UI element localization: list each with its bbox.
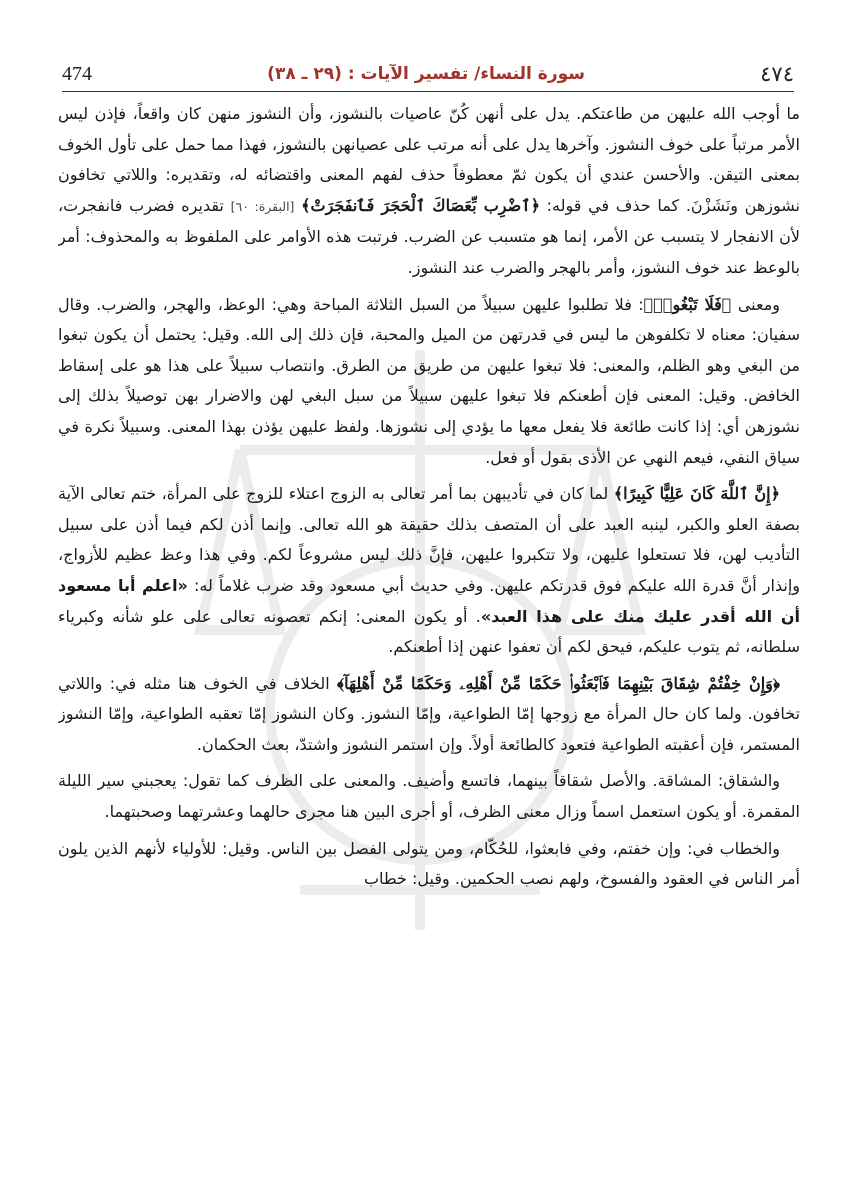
quran-verse: ﴿وَإِنْ خِفْتُمْ شِقَاقَ بَيْنِهِمَا فَٱبْعَثُوا۟ حَكَمًا مِّنْ أَهْلِهِۦ وَحَكَمًا مِّنْ أَهْلِهَآ﴾ — [337, 673, 780, 693]
verse-reference: [البقرة: ٦٠] — [230, 198, 295, 214]
paragraph-text: ما أوجب الله عليهن من طاعتكم. يدل على أنهن كُنّ عاصيات بالنشوز، وأن النشوز منهن كان واقعاً، فإذن ليس الأمر مرتباً على خوف النشوز. وآخرها يدل على أنه مرتب على عصيانهن بالنشوز، فهذا مما حمل على تأول الخوف بمعنى التيقن. والأحسن عندي أن يكون ثمّ معطوفاً حذف لفهم المعنى واقتضائه له، وتقديره: واللاتي تخافون نشوزهن ونَشَزْنَ. كما حذف في قوله: — [58, 104, 800, 215]
paragraph-text: والخطاب في: وإن خفتم، وفي فابعثوا، للحُكّام، ومن يتولى الفصل بين الناس. وقيل: للأولياء لأنهم الذين يلون أمر الناس في العقود والفسوخ، ولهم نصب الحكمين. وقيل: خطاب — [58, 838, 800, 889]
page-body — [58, 99, 800, 1170]
running-title: سورة النساء/ تفسير الآيات : (٢٩ ـ ٣٨) — [267, 64, 585, 84]
paragraph-text: تقديره فضرب فانفجرت، لأن الانفجار لا يتسبب عن الأمر، إنما هو متسبب عن الضرب. فرتبت هذه الأوامر على الملفوظ به والمحذوف: أمر بالوعظ عند خوف النشوز، وأمر بالهجر والضرب عند النشوز. — [58, 195, 800, 277]
paragraph-text: : فلا تطلبوا عليهن سبيلاً من السبل الثلاثة المباحة وهي: الوعظ، والهجر، والضرب. وقال سفيان: معناه لا تكلفوهن ما ليس في قدرتهن من الميل والمحبة، فإن ذلك إلى الله. وقيل: يحتمل أن يكون تبغوا من البغي وهو الظلم، والمعنى: فلا تبغوا عليهن من طريق من الطرق. وانتصاب سبيلاً على هذا هو على إسقاط الخافض. وقيل: المعنى فإن أطعنكم فلا تبغوا عليهن سبيلاً من سبل البغي لهن والاضرار بهن توصيلاً بذلك إلى نشوزهن أي: إذا كانت طائعة فلا يفعل معها ما يؤدي إلى نشوزها. ولفظ عليهن يؤذن بهذا المعنى. وسبيلاً نكرة في سياق النفي، فيعم النهي عن الأذى بقول أو فعل. — [58, 294, 800, 467]
page-number-latin: 474 — [62, 62, 92, 85]
page-number-arabic: ٤٧٤ — [760, 62, 794, 86]
paragraph-3 — [58, 479, 800, 663]
paragraph-1 — [58, 99, 800, 284]
paragraph-text: الخلاف في الخوف هنا مثله في: واللاتي تخافون. ولما كان حال المرأة مع زوجها إمّا الطواعية، وإمّا النشوز. وكان النشوز إمّا تعقبه الطواعية، وإمّا النشوز المستمر، فإن أعقبته الطواعية فتعود كالطائعة أولاً. وإن استمر النشوز واشتدّ، بعث الحكمان. — [58, 673, 800, 754]
quran-verse: ﴿إِنَّ ٱللَّهَ كَانَ عَلِيًّا كَبِيرًا﴾ — [613, 484, 781, 504]
paragraph-text: لما كان في تأديبهن بما أمر تعالى به الزوج اعتلاء للزوج على المرأة، ختم تعالى الآية بصفة العلو والكبر، لينبه العبد على أن المتصف بذلك حقيقة هو الله تعالى. وإنما أذن لكم فيما أذن على سبيل التأديب لهن، فلا تستعلوا عليهن، ولا تتكبروا عليهن، فإنَّ ذلك ليس مشروعاً لكم. وفي هذا وعظ عظيم للأزواج، وإنذار أنَّ قدرة الله عليكم فوق قدرتكم عليهن. وفي حديث أبي مسعود وقد ضرب غلاماً له: — [58, 484, 800, 595]
paragraph-text: . أو يكون المعنى: إنكم تعصونه تعالى على علو شأنه وكبرياء سلطانه، ثم يتوب عليكم، فيحق لكم أن تعفوا عنهن إذا أطعنكم. — [58, 606, 800, 657]
quran-verse: ﴿ٱضْرِب بِّعَصَاكَ ٱلْحَجَرَ فَٱنفَجَرَتْ﴾ — [301, 195, 540, 215]
paragraph-text: ومعنى — [737, 294, 780, 314]
paragraph-5 — [58, 766, 800, 827]
paragraph-text: والشقاق: المشاقة. والأصل شقاقاً بينهما، فاتسع وأضيف. والمعنى على الظرف كما تقول: يعجبني سير الليلة المقمرة. أو يكون استعمل اسماً وزال معنى الظرف، أو أجرى البين هنا مجرى حالهما وعشرتهما وصحبتهما. — [58, 771, 800, 822]
quran-verse: ﴿فَلَا تَبْغُوا۟﴾ — [643, 294, 732, 314]
header-rule — [62, 91, 794, 92]
paragraph-6 — [58, 834, 800, 895]
paragraph-4 — [58, 669, 800, 761]
paragraph-2 — [58, 290, 800, 474]
page-header — [62, 52, 794, 96]
hadith-quote: «اعلم أبا مسعود أن الله أقدر عليك منك على هذا العبد» — [58, 575, 800, 626]
